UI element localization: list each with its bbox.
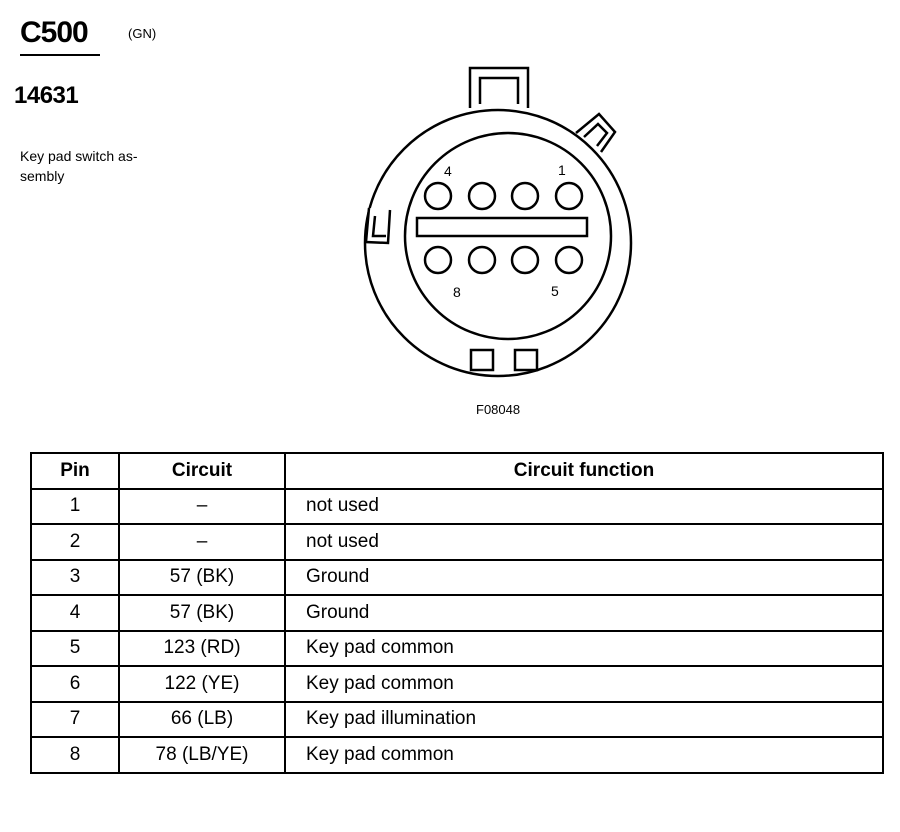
table-row (31, 666, 883, 702)
pin-cavity-6 (512, 247, 538, 273)
cell-pin: 2 (31, 524, 119, 560)
cell-function: Key pad common (285, 631, 883, 667)
table-row (31, 631, 883, 667)
cell-pin: 3 (31, 560, 119, 596)
cell-circuit: 57 (BK) (119, 595, 285, 631)
cell-circuit: – (119, 524, 285, 560)
pin-cavity-1 (556, 183, 582, 209)
table-row (31, 702, 883, 738)
connector-bottom-tab-left (471, 350, 493, 370)
connector-id-underline (20, 54, 100, 56)
cell-circuit: – (119, 489, 285, 525)
header-circuit-function: Circuit function (285, 453, 883, 489)
cell-circuit: 78 (LB/YE) (119, 737, 285, 773)
table-row (31, 489, 883, 525)
connector-left-key (366, 208, 390, 243)
cell-circuit: 57 (BK) (119, 560, 285, 596)
cell-function: Key pad illumination (285, 702, 883, 738)
pin-label-5: 5 (551, 283, 559, 299)
table-row (31, 595, 883, 631)
cell-circuit: 123 (RD) (119, 631, 285, 667)
pin-cavity-3 (469, 183, 495, 209)
connector-color-code: (GN) (128, 26, 157, 41)
pin-cavity-7 (469, 247, 495, 273)
connector-bottom-tab-right (515, 350, 537, 370)
pin-label-1: 1 (558, 162, 566, 178)
cell-function: not used (285, 489, 883, 525)
connector-top-latch (470, 68, 528, 108)
part-number: 14631 (14, 82, 79, 109)
pin-cavity-2 (512, 183, 538, 209)
pinout-table (30, 452, 884, 774)
cell-circuit: 66 (LB) (119, 702, 285, 738)
cell-function: Key pad common (285, 737, 883, 773)
cell-circuit: 122 (YE) (119, 666, 285, 702)
cell-pin: 4 (31, 595, 119, 631)
cell-pin: 5 (31, 631, 119, 667)
header-pin: Pin (31, 453, 119, 489)
pin-label-4: 4 (444, 163, 452, 179)
connector-right-key (576, 114, 615, 152)
cell-function: Ground (285, 595, 883, 631)
component-description-line1: Key pad switch as- (20, 148, 138, 164)
cell-function: Key pad common (285, 666, 883, 702)
cell-pin: 6 (31, 666, 119, 702)
component-description (20, 146, 170, 186)
cell-function: Ground (285, 560, 883, 596)
cell-pin: 7 (31, 702, 119, 738)
pin-cavity-4 (425, 183, 451, 209)
table-row (31, 737, 883, 773)
table-row (31, 560, 883, 596)
connector-face-diagram (350, 60, 650, 380)
pin-cavity-5 (556, 247, 582, 273)
connector-center-bar (417, 218, 587, 236)
table-header-row (31, 453, 883, 489)
connector-id: C500 (20, 16, 88, 49)
cell-pin: 8 (31, 737, 119, 773)
header-circuit: Circuit (119, 453, 285, 489)
cell-pin: 1 (31, 489, 119, 525)
cell-function: not used (285, 524, 883, 560)
pin-label-8: 8 (453, 284, 461, 300)
component-description-line2: sembly (20, 168, 65, 184)
pin-cavity-8 (425, 247, 451, 273)
table-row (31, 524, 883, 560)
figure-id: F08048 (476, 402, 521, 417)
